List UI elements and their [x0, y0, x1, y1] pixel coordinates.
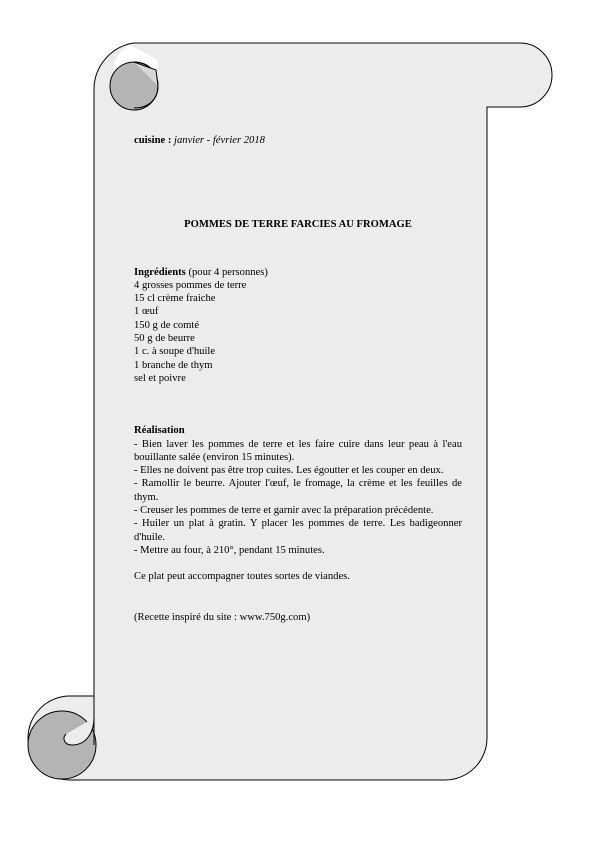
recipe-title: POMMES DE TERRE FARCIES AU FROMAGE — [184, 219, 412, 231]
serving-size: (pour 4 personnes) — [188, 266, 268, 278]
step-item: - Ramollir le beurre. Ajouter l'œuf, le fromage, la crème et les feuilles de thym. — [134, 478, 462, 503]
ingredient-item: 150 g de comté — [134, 319, 200, 331]
step-item: - Elles ne doivent pas être trop cuites. Les égoutter et les couper en deux. — [134, 465, 444, 477]
serving-note: Ce plat peut accompagner toutes sortes de viandes. — [134, 571, 350, 583]
step-item: - Bien laver les pommes de terre et les faire cuire dans leur peau à l'eau bouillante salée (environ 15 minutes). — [134, 438, 462, 463]
issue-date: janvier - février 2018 — [174, 135, 265, 146]
issue-header — [134, 134, 462, 147]
step-item: - Huiler un plat à gratin. Y placer les pommes de terre. Les badigeonner d'huile. — [134, 518, 462, 543]
realisation-section — [134, 424, 462, 557]
ingredients-section — [134, 266, 462, 386]
ingredient-item: 1 œuf — [134, 306, 159, 318]
ingredient-item: 1 branche de thym — [134, 359, 213, 371]
section-label: cuisine : — [134, 135, 172, 146]
bottom-curl — [28, 711, 96, 779]
ingredient-item: sel et poivre — [134, 372, 186, 384]
ingredient-item: 1 c. à soupe d'huile — [134, 346, 216, 358]
ingredients-label: Ingrédients — [134, 266, 186, 278]
ingredients-heading — [134, 266, 462, 279]
realisation-heading: Réalisation — [134, 425, 185, 437]
ingredient-item: 4 grosses pommes de terre — [134, 279, 247, 291]
ingredient-item: 50 g de beurre — [134, 333, 195, 345]
ingredient-item: 15 cl crème fraiche — [134, 293, 216, 305]
step-item: - Creuser les pommes de terre et garnir avec la préparation précédente. — [134, 505, 434, 517]
step-item: - Mettre au four, à 210°, pendant 15 minutes. — [134, 544, 325, 556]
recipe-content — [134, 134, 462, 624]
recipe-source: (Recette inspiré du site : www.750g.com) — [134, 611, 311, 623]
